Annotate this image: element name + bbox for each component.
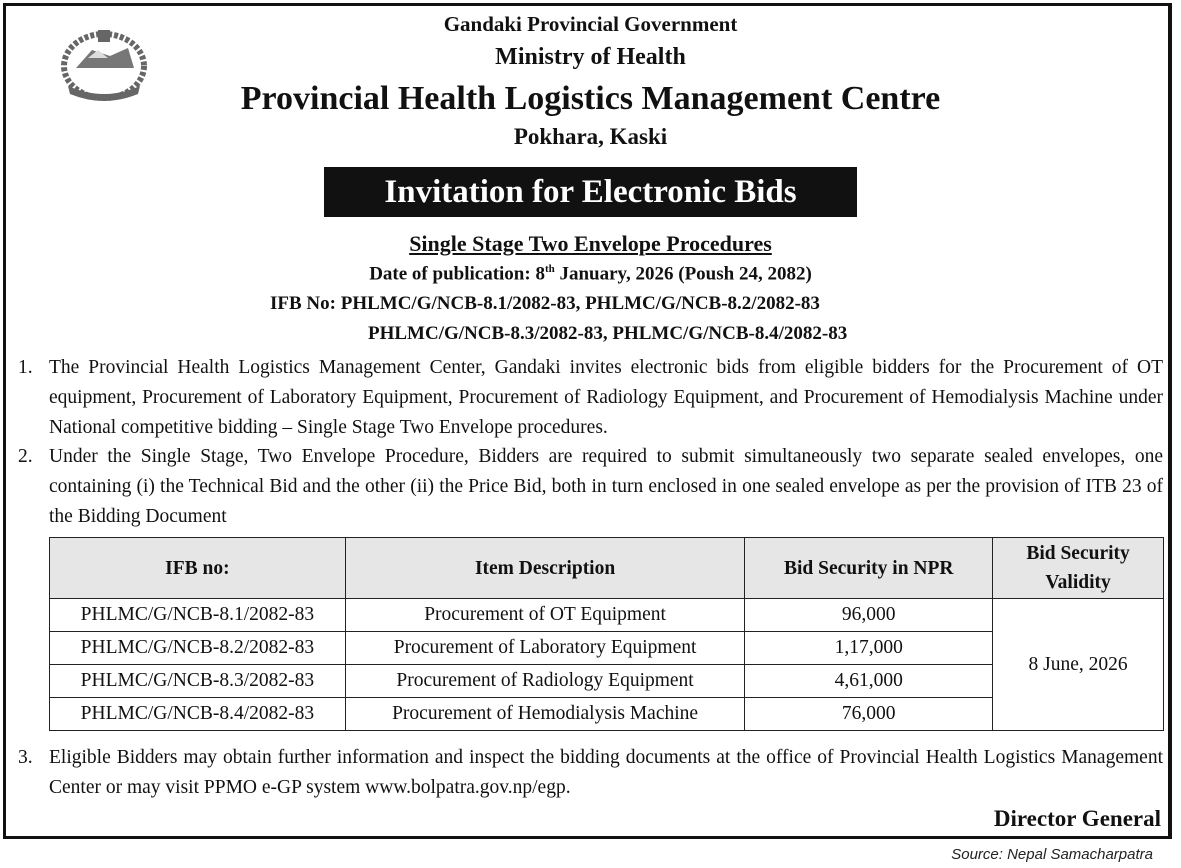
ministry-name: Ministry of Health — [495, 44, 686, 70]
procedure-heading: Single Stage Two Envelope Procedures — [409, 231, 772, 256]
paragraph-2: 2. Under the Single Stage, Two Envelope Procedure, Bidders are required to submit simultaneously two separate sealed envelopes, one containing (i) the Technical Bid and the other (ii) the Price Bid, both in turn enclosed in one sealed envelope as per the provision of ITB 23 of the Bidding Document — [18, 446, 1163, 527]
paragraph-3: 3. Eligible Bidders may obtain further information and inspect the bidding documents at the office of Provincial Health Logistics Management Center or may visit PPMO e-GP system www.bolpatra.gov.np/egp. — [18, 747, 1163, 798]
government-name: Gandaki Provincial Government — [443, 12, 738, 36]
table-header: IFB no: Item Description Bid Security in NPR Bid Security Validity — [50, 538, 1164, 599]
bid-table — [49, 537, 1164, 731]
validity-cell: 8 June, 2026 — [993, 599, 1164, 731]
table-row: PHLMC/G/NCB-8.1/2082-83 Procurement of OT Equipment 96,000 8 June, 2026 — [50, 599, 1164, 632]
location: Pokhara, Kaski — [513, 124, 668, 149]
paragraph-1: 1. The Provincial Health Logistics Management Center, Gandaki invites electronic bids from eligible bidders for the Procurement of OT equipment, Procurement of Laboratory Equipment, Procurement of Radiology Equipment, and Procurement of Hemodialysis Machine under National competitive bidding – Single Stage Two Envelope procedures. — [18, 357, 1163, 438]
publication-date: Date of publication: 8th January, 2026 (Poush 24, 2082) — [369, 263, 812, 285]
table-row: PHLMC/G/NCB-8.4/2082-83 Procurement of Hemodialysis Machine 76,000 — [50, 698, 1164, 731]
table-row: PHLMC/G/NCB-8.2/2082-83 Procurement of Laboratory Equipment 1,17,000 — [50, 632, 1164, 665]
notice-title: Invitation for Electronic Bids — [324, 167, 857, 217]
signature: Director General — [993, 806, 1161, 831]
ifb-numbers-line1: IFB No: PHLMC/G/NCB-8.1/2082-83, PHLMC/G/NCB-8.2/2082-83 — [270, 293, 820, 314]
centre-name: Provincial Health Logistics Management Centre — [240, 80, 941, 117]
source-credit: Source: Nepal Samacharpatra — [951, 846, 1153, 863]
table-row: PHLMC/G/NCB-8.3/2082-83 Procurement of Radiology Equipment 4,61,000 — [50, 665, 1164, 698]
ifb-numbers-line2: PHLMC/G/NCB-8.3/2082-83, PHLMC/G/NCB-8.4/2082-83 — [368, 323, 848, 344]
